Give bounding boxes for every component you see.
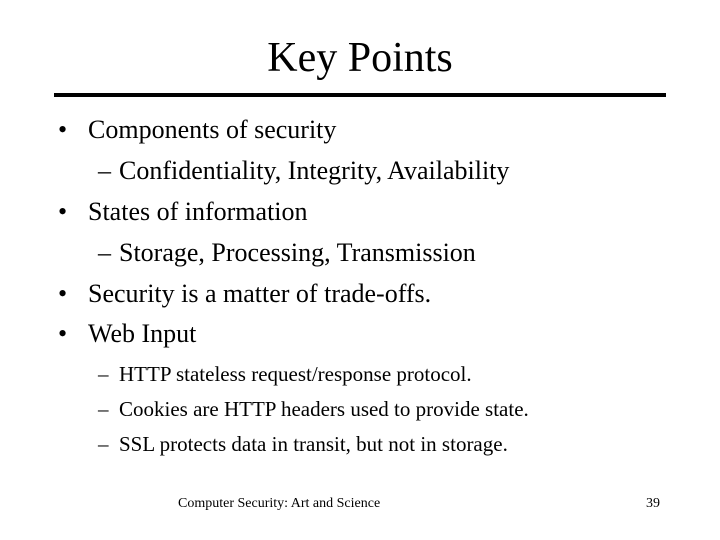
bullet-text: States of information xyxy=(88,197,308,226)
sub-bullet-item xyxy=(98,155,509,187)
title-underline-rule xyxy=(54,93,666,97)
bullet-icon: • xyxy=(58,319,68,348)
dash-icon: – xyxy=(98,156,111,185)
bullet-item xyxy=(58,278,431,310)
dash-icon: – xyxy=(98,397,109,421)
sub-bullet-text: Cookies are HTTP headers used to provide state. xyxy=(119,397,529,421)
sub-bullet-text: SSL protects data in transit, but not in storage. xyxy=(119,432,508,456)
bullet-icon: • xyxy=(58,279,68,308)
sub-bullet-item xyxy=(98,395,529,423)
dash-icon: – xyxy=(98,362,109,386)
sub-bullet-text: Confidentiality, Integrity, Availability xyxy=(119,156,510,185)
bullet-icon: • xyxy=(58,197,68,226)
dash-icon: – xyxy=(98,432,109,456)
bullet-item xyxy=(58,196,308,228)
sub-bullet-item xyxy=(98,430,508,458)
dash-icon: – xyxy=(98,238,111,267)
bullet-item xyxy=(58,318,196,350)
page-number: 39 xyxy=(646,496,660,511)
slide-title: Key Points xyxy=(267,35,453,81)
sub-bullet-item xyxy=(98,237,476,269)
bullet-text: Components of security xyxy=(88,115,337,144)
sub-bullet-text: Storage, Processing, Transmission xyxy=(119,238,476,267)
bullet-text: Web Input xyxy=(88,319,197,348)
sub-bullet-text: HTTP stateless request/response protocol. xyxy=(119,362,472,386)
bullet-text: Security is a matter of trade-offs. xyxy=(88,279,432,308)
bullet-icon: • xyxy=(58,115,68,144)
slide-footer: Computer Security: Art and Science xyxy=(178,496,381,511)
bullet-item xyxy=(58,114,336,146)
sub-bullet-item xyxy=(98,360,472,388)
